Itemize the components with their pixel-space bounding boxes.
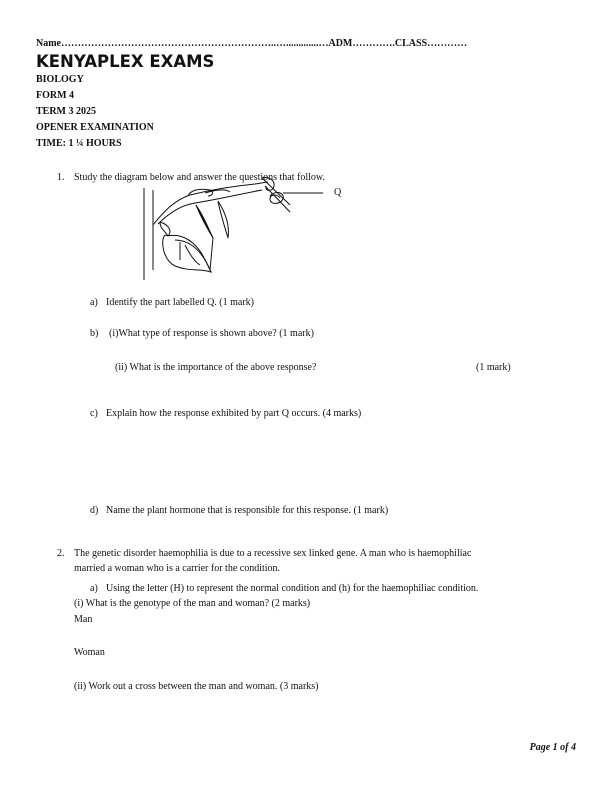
q1b-ii-text: (ii) What is the importance of the above response? bbox=[115, 362, 317, 373]
q2a-letter: a) bbox=[90, 583, 98, 594]
q1a-text: Identify the part labelled Q. (1 mark) bbox=[106, 297, 254, 308]
q1b-ii-marks: (1 mark) bbox=[476, 362, 511, 373]
diagram-label-q: Q bbox=[334, 187, 342, 198]
term: TERM 3 2025 bbox=[36, 106, 96, 117]
q1d-text: Name the plant hormone that is responsible for this response. (1 mark) bbox=[106, 505, 389, 516]
q1b-text: (i)What type of response is shown above? (1 mark) bbox=[109, 328, 314, 339]
q2-i-text: (i) What is the genotype of the man and woman? (2 marks) bbox=[74, 598, 311, 609]
q2-man-label: Man bbox=[74, 614, 93, 625]
q2-stem-line2: married a woman who is a carrier for the condition. bbox=[74, 563, 281, 574]
page-number: Page 1 of 4 bbox=[529, 742, 576, 753]
name-adm-class-line: Name………………………………………………………..….............…ADM………….CLASS………… bbox=[36, 38, 468, 49]
q1b-letter: b) bbox=[90, 328, 99, 339]
q1c-letter: c) bbox=[90, 408, 98, 419]
q2-ii-text: (ii) Work out a cross between the man and woman. (3 marks) bbox=[74, 681, 319, 692]
q1-stem: Study the diagram below and answer the questions that follow. bbox=[74, 172, 325, 183]
q2-number: 2. bbox=[57, 548, 65, 559]
q1-number: 1. bbox=[57, 172, 65, 183]
q2a-text: Using the letter (H) to represent the normal condition and (h) for the haemophiliac condition. bbox=[106, 583, 479, 594]
q1d-letter: d) bbox=[90, 505, 99, 516]
q2-woman-label: Woman bbox=[74, 647, 105, 658]
q1c-text: Explain how the response exhibited by part Q occurs. (4 marks) bbox=[106, 408, 362, 419]
subject: BIOLOGY bbox=[36, 74, 84, 85]
school-title: KENYAPLEX EXAMS bbox=[36, 52, 215, 71]
q2-stem-line1: The genetic disorder haemophilia is due to a recessive sex linked gene. A man who is haemophiliac bbox=[74, 548, 472, 559]
form: FORM 4 bbox=[36, 90, 75, 101]
exam-time: TIME: 1 ¼ HOURS bbox=[36, 138, 122, 149]
exam-name: OPENER EXAMINATION bbox=[36, 122, 154, 133]
q1a-letter: a) bbox=[90, 297, 98, 308]
